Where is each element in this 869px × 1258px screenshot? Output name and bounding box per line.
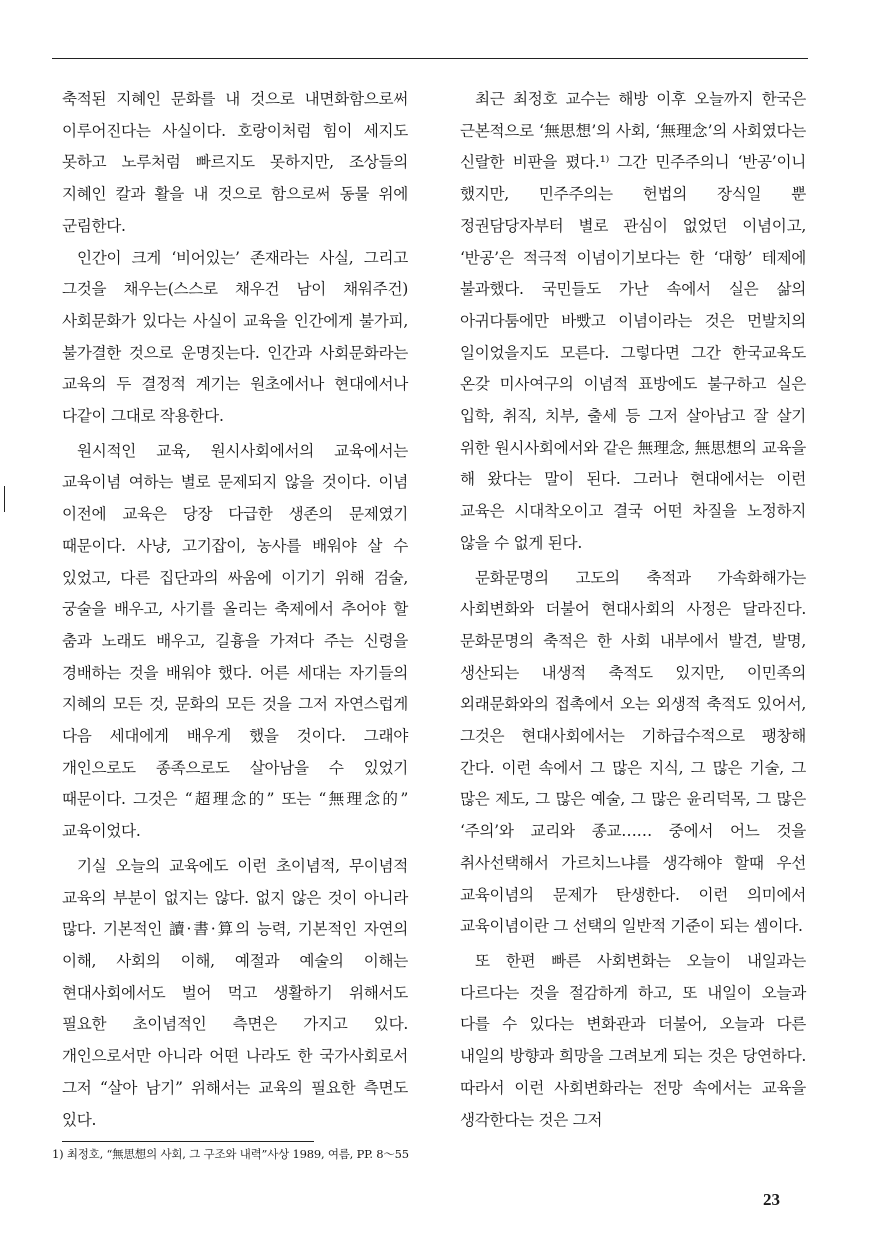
left-paragraph-1: 축적된 지혜인 문화를 내 것으로 내면화함으로써 이루어진다는 사실이다. 호랑이처럼 힘이 세지도 못하고 노루처럼 빠르지도 못하지만, 조상들의 지혜인 칼과 활을 내 것으로 함으로써 동물 위에 군림한다. [62,90,408,235]
page-number: 23 [763,1190,780,1209]
left-paragraph-3: 원시적인 교육, 원시사회에서의 교육에서는 교육이념 여하는 별로 문제되지 않을 것이다. 이념 이전에 교육은 당장 다급한 생존의 문제였기 때문이다. 사냥, 고기잡이, 농사를 배워야 살 수 있었고, 다른 집단과의 싸움에 이기기 위해 검술, 궁술을 배우고, 사기를 올리는 축제에서 추어야 할 춤과 노래도 배우고, 길흉을 가져다 주는 신령을 경배하는 것을 배워야 했다. 어른 세대는 자기들의 지혜의 모든 것, 문화의 모든 것을 그저 자연스럽게 다음 세대에게 배우게 했을 것이다. 그래야 개인으로도 종족으로도 살아남을 수 있었기 때문이다. 그것은 “超理念的” 또는 “無理念的” 교육이었다. [62,441,408,841]
left-paragraph-4: 기실 오늘의 교육에도 이런 초이념적, 무이념적 교육의 부분이 없지는 않다. 없지 않은 것이 아니라 많다. 기본적인 讀·書·算의 능력, 기본적인 자연의 이해, 사회의 이해, 예절과 예술의 이해는 현대사회에서도 벌어 먹고 생활하기 위해서도 필요한 초이념적인 측면은 가지고 있다. 개인으로서만 아니라 어떤 나라도 한 국가사회로서 그저 “살아 남기” 위해서는 교육의 필요한 측면도 있다. [62,856,408,1129]
left-paragraph-2: 인간이 크게 ‘비어있는’ 존재라는 사실, 그리고 그것을 채우는(스스로 채우건 남이 채워주건) 사회문화가 있다는 사실이 교육을 인간에게 불가피, 불가결한 것으로 운명짓는다. 인간과 사회문화라는 교육의 두 결정적 계기는 원초에서나 현대에서나 다같이 그대로 작용한다. [62,248,408,426]
right-column [460,84,806,1136]
footnote-rule [62,1141,314,1142]
header-rule [52,58,808,59]
margin-mark [4,486,5,512]
right-paragraph-1: 최근 최정호 교수는 해방 이후 오늘까지 한국은 근본적으로 ‘無思想’의 사회, ‘無理念’의 사회였다는 신랄한 비판을 폈다.¹⁾ 그간 민주주의니 ‘반공’이니 했지만, 민주주의는 헌법의 장식일 뿐 정권담당자부터 별로 관심이 없었던 이념이고, ‘반공’은 적극적 이념이기보다는 한 ‘대항’ 테제에 불과했다. 국민들도 가난 속에서 실은 삶의 아귀다툼에만 바빴고 이념이라는 것은 먼발치의 일이었을지도 모른다. 그렇다면 그간 한국교육도 온갖 미사여구의 이념적 표방에도 불구하고 실은 입학, 취직, 치부, 출세 등 그저 살아남고 잘 살기 위한 원시사회에서와 같은 無理念, 無思想의 교육을 해 왔다는 말이 된다. 그러나 현대에서는 이런 교육은 시대착오이고 결국 어떤 차질을 노정하지 않을 수 없게 된다. [460,90,806,552]
footnote: 1) 최정호, “無思想의 사회, 그 구조와 내력”사상 1989, 여름, PP. 8～55 [52,1147,409,1161]
left-column [62,84,408,1136]
right-paragraph-3: 또 한편 빠른 사회변화는 오늘이 내일과는 다르다는 것을 절감하게 하고, 또 내일이 오늘과 다를 수 있다는 변화관과 더불어, 오늘과 다른 내일의 방향과 희망을 그려보게 되는 것은 당연하다. 따라서 이런 사회변화라는 전망 속에서는 교육을 생각한다는 것은 그저 [460,951,806,1129]
right-paragraph-2: 문화문명의 고도의 축적과 가속화해가는 사회변화와 더불어 현대사회의 사정은 달라진다. 문화문명의 축적은 한 사회 내부에서 발견, 발명, 생산되는 내생적 축적도 있지만, 이민족의 외래문화와의 접촉에서 오는 외생적 축적도 있어서, 그것은 현대사회에서는 기하급수적으로 팽창해 간다. 이런 속에서 그 많은 지식, 그 많은 기술, 그 많은 제도, 그 많은 예술, 그 많은 윤리덕목, 그 많은 ‘주의’와 교리와 종교…… 중에서 어느 것을 취사선택해서 가르치느냐를 생각해야 할때 우선 교육이념의 문제가 탄생한다. 이런 의미에서 교육이념이란 그 선택의 일반적 기준이 되는 셈이다. [460,568,806,936]
